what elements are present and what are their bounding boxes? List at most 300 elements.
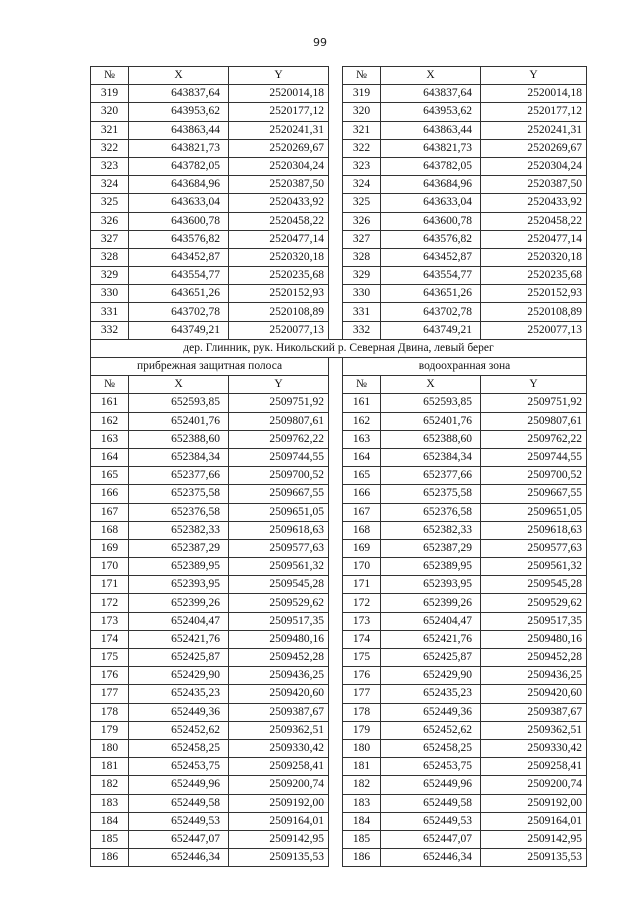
coordinate-x: 652449,53 bbox=[381, 812, 481, 830]
point-number: 179 bbox=[343, 721, 381, 739]
coordinate-y: 2509744,55 bbox=[481, 448, 587, 466]
column-gap bbox=[329, 67, 343, 85]
coordinate-y: 2509164,01 bbox=[229, 812, 329, 830]
column-gap bbox=[329, 612, 343, 630]
point-number: 320 bbox=[343, 103, 381, 121]
table-header-row bbox=[91, 67, 587, 85]
coordinate-y: 2509420,60 bbox=[481, 685, 587, 703]
header-number: № bbox=[343, 376, 381, 394]
coordinate-x: 643821,73 bbox=[381, 139, 481, 157]
coordinate-y: 2520320,18 bbox=[229, 248, 329, 266]
coordinate-y: 2520304,24 bbox=[481, 157, 587, 175]
column-gap bbox=[329, 667, 343, 685]
coordinate-y: 2520014,18 bbox=[229, 85, 329, 103]
column-gap bbox=[329, 830, 343, 848]
coordinate-x: 643749,21 bbox=[381, 321, 481, 339]
coordinate-y: 2509330,42 bbox=[229, 739, 329, 757]
column-gap bbox=[329, 739, 343, 757]
table-row bbox=[91, 212, 587, 230]
header-y: Y bbox=[481, 376, 587, 394]
column-gap bbox=[329, 721, 343, 739]
point-number: 329 bbox=[91, 267, 129, 285]
column-gap bbox=[329, 303, 343, 321]
point-number: 181 bbox=[91, 758, 129, 776]
coordinate-x: 643782,05 bbox=[381, 157, 481, 175]
header-y: Y bbox=[229, 67, 329, 85]
coordinate-x: 652449,96 bbox=[381, 776, 481, 794]
column-gap bbox=[329, 412, 343, 430]
coordinate-x: 652393,95 bbox=[129, 576, 229, 594]
coordinate-y: 2509330,42 bbox=[481, 739, 587, 757]
coordinate-x: 652458,25 bbox=[129, 739, 229, 757]
section-title: дер. Глинник, рук. Никольский р. Северная Двина, левый берег bbox=[91, 339, 587, 357]
coordinate-x: 652429,90 bbox=[129, 667, 229, 685]
table-row bbox=[91, 739, 587, 757]
coordinate-x: 643837,64 bbox=[381, 85, 481, 103]
header-y: Y bbox=[481, 67, 587, 85]
coordinate-x: 652593,85 bbox=[129, 394, 229, 412]
coordinate-y: 2509142,95 bbox=[481, 830, 587, 848]
point-number: 169 bbox=[91, 539, 129, 557]
table-row bbox=[91, 139, 587, 157]
point-number: 319 bbox=[343, 85, 381, 103]
coordinate-x: 652388,60 bbox=[381, 430, 481, 448]
coordinate-y: 2509618,63 bbox=[229, 521, 329, 539]
header-x: X bbox=[129, 67, 229, 85]
coordinate-x: 643684,96 bbox=[381, 176, 481, 194]
column-gap bbox=[329, 121, 343, 139]
column-gap bbox=[329, 212, 343, 230]
point-number: 327 bbox=[91, 230, 129, 248]
point-number: 321 bbox=[343, 121, 381, 139]
coordinate-x: 652447,07 bbox=[381, 830, 481, 848]
point-number: 171 bbox=[343, 576, 381, 594]
point-number: 324 bbox=[343, 176, 381, 194]
coordinate-y: 2509618,63 bbox=[481, 521, 587, 539]
coordinate-y: 2509762,22 bbox=[481, 430, 587, 448]
table-row bbox=[91, 267, 587, 285]
point-number: 177 bbox=[343, 685, 381, 703]
point-number: 175 bbox=[343, 649, 381, 667]
point-number: 329 bbox=[343, 267, 381, 285]
coordinate-x: 652377,66 bbox=[381, 467, 481, 485]
coordinate-x: 652377,66 bbox=[129, 467, 229, 485]
coordinate-x: 652452,62 bbox=[381, 721, 481, 739]
water-protection-zone-label: водоохранная зона bbox=[343, 358, 587, 376]
point-number: 322 bbox=[91, 139, 129, 157]
column-gap bbox=[329, 794, 343, 812]
point-number: 319 bbox=[91, 85, 129, 103]
coordinate-y: 2509142,95 bbox=[229, 830, 329, 848]
coordinate-y: 2509751,92 bbox=[481, 394, 587, 412]
point-number: 180 bbox=[343, 739, 381, 757]
column-gap bbox=[329, 321, 343, 339]
table-row bbox=[91, 248, 587, 266]
point-number: 324 bbox=[91, 176, 129, 194]
coordinate-y: 2509452,28 bbox=[229, 649, 329, 667]
coordinate-x: 652387,29 bbox=[129, 539, 229, 557]
coordinate-x: 652449,96 bbox=[129, 776, 229, 794]
point-number: 330 bbox=[91, 285, 129, 303]
column-gap bbox=[329, 485, 343, 503]
point-number: 320 bbox=[91, 103, 129, 121]
point-number: 172 bbox=[91, 594, 129, 612]
point-number: 180 bbox=[91, 739, 129, 757]
point-number: 182 bbox=[91, 776, 129, 794]
table-row bbox=[91, 103, 587, 121]
point-number: 184 bbox=[91, 812, 129, 830]
coordinate-x: 652389,95 bbox=[129, 558, 229, 576]
coordinate-x: 652446,34 bbox=[129, 849, 229, 867]
coordinate-x: 643576,82 bbox=[381, 230, 481, 248]
coordinate-x: 652421,76 bbox=[129, 630, 229, 648]
section-title-row bbox=[91, 339, 587, 357]
table-row bbox=[91, 121, 587, 139]
coordinate-y: 2509762,22 bbox=[229, 430, 329, 448]
table-row bbox=[91, 758, 587, 776]
coordinate-y: 2509258,41 bbox=[481, 758, 587, 776]
coordinate-x: 643821,73 bbox=[129, 139, 229, 157]
coordinate-x: 652458,25 bbox=[381, 739, 481, 757]
coordinate-y: 2509420,60 bbox=[229, 685, 329, 703]
table-row bbox=[91, 794, 587, 812]
column-gap bbox=[329, 539, 343, 557]
point-number: 173 bbox=[343, 612, 381, 630]
table-row bbox=[91, 721, 587, 739]
coordinate-y: 2520235,68 bbox=[481, 267, 587, 285]
coordinate-x: 652429,90 bbox=[381, 667, 481, 685]
coordinate-y: 2520108,89 bbox=[481, 303, 587, 321]
point-number: 184 bbox=[343, 812, 381, 830]
coordinate-x: 652404,47 bbox=[129, 612, 229, 630]
coordinate-x: 643554,77 bbox=[381, 267, 481, 285]
point-number: 168 bbox=[91, 521, 129, 539]
table-row bbox=[91, 703, 587, 721]
coordinate-y: 2509529,62 bbox=[481, 594, 587, 612]
coordinate-y: 2520152,93 bbox=[229, 285, 329, 303]
coordinate-x: 652376,58 bbox=[381, 503, 481, 521]
coordinate-y: 2509480,16 bbox=[481, 630, 587, 648]
coordinate-x: 652376,58 bbox=[129, 503, 229, 521]
table-row bbox=[91, 539, 587, 557]
point-number: 181 bbox=[343, 758, 381, 776]
column-gap bbox=[329, 139, 343, 157]
table-row bbox=[91, 176, 587, 194]
coordinate-y: 2520241,31 bbox=[229, 121, 329, 139]
point-number: 322 bbox=[343, 139, 381, 157]
column-gap bbox=[329, 394, 343, 412]
coordinate-x: 643633,04 bbox=[129, 194, 229, 212]
coordinate-x: 643953,62 bbox=[381, 103, 481, 121]
coordinate-y: 2509362,51 bbox=[229, 721, 329, 739]
column-gap bbox=[329, 194, 343, 212]
header-number: № bbox=[91, 376, 129, 394]
point-number: 328 bbox=[343, 248, 381, 266]
column-gap bbox=[329, 176, 343, 194]
coordinate-y: 2509135,53 bbox=[229, 849, 329, 867]
coordinate-y: 2509192,00 bbox=[229, 794, 329, 812]
coordinate-x: 652382,33 bbox=[381, 521, 481, 539]
coordinate-y: 2520387,50 bbox=[229, 176, 329, 194]
point-number: 171 bbox=[91, 576, 129, 594]
point-number: 175 bbox=[91, 649, 129, 667]
coordinate-y: 2520458,22 bbox=[481, 212, 587, 230]
table-row bbox=[91, 303, 587, 321]
point-number: 174 bbox=[91, 630, 129, 648]
coordinate-y: 2520077,13 bbox=[481, 321, 587, 339]
coordinate-y: 2520269,67 bbox=[229, 139, 329, 157]
coordinate-y: 2509751,92 bbox=[229, 394, 329, 412]
column-gap bbox=[329, 267, 343, 285]
point-number: 331 bbox=[91, 303, 129, 321]
coordinate-y: 2509545,28 bbox=[481, 576, 587, 594]
coordinate-x: 652425,87 bbox=[381, 649, 481, 667]
coordinate-x: 643863,44 bbox=[381, 121, 481, 139]
coordinate-x: 652453,75 bbox=[381, 758, 481, 776]
table-row bbox=[91, 285, 587, 303]
table-row bbox=[91, 649, 587, 667]
point-number: 186 bbox=[91, 849, 129, 867]
coordinate-y: 2509529,62 bbox=[229, 594, 329, 612]
point-number: 164 bbox=[343, 448, 381, 466]
coordinate-x: 652399,26 bbox=[129, 594, 229, 612]
coordinate-x: 652435,23 bbox=[129, 685, 229, 703]
coordinate-y: 2509192,00 bbox=[481, 794, 587, 812]
coordinate-y: 2509452,28 bbox=[481, 649, 587, 667]
point-number: 325 bbox=[343, 194, 381, 212]
point-number: 162 bbox=[343, 412, 381, 430]
coordinate-x: 652449,36 bbox=[381, 703, 481, 721]
point-number: 185 bbox=[343, 830, 381, 848]
coordinate-x: 643651,26 bbox=[129, 285, 229, 303]
table-row bbox=[91, 830, 587, 848]
point-number: 173 bbox=[91, 612, 129, 630]
column-gap bbox=[329, 649, 343, 667]
coordinate-y: 2509200,74 bbox=[481, 776, 587, 794]
coordinate-y: 2520433,92 bbox=[481, 194, 587, 212]
coordinate-y: 2520077,13 bbox=[229, 321, 329, 339]
column-gap bbox=[329, 849, 343, 867]
coordinate-x: 652449,36 bbox=[129, 703, 229, 721]
header-y: Y bbox=[229, 376, 329, 394]
point-number: 170 bbox=[91, 558, 129, 576]
coordinate-x: 643576,82 bbox=[129, 230, 229, 248]
coordinate-y: 2509436,25 bbox=[229, 667, 329, 685]
table-row bbox=[91, 230, 587, 248]
coordinate-x: 652388,60 bbox=[129, 430, 229, 448]
table-row bbox=[91, 448, 587, 466]
coordinate-y: 2509807,61 bbox=[229, 412, 329, 430]
table-row bbox=[91, 576, 587, 594]
point-number: 185 bbox=[91, 830, 129, 848]
coordinate-x: 643684,96 bbox=[129, 176, 229, 194]
coordinate-x: 652435,23 bbox=[381, 685, 481, 703]
column-gap bbox=[329, 448, 343, 466]
point-number: 325 bbox=[91, 194, 129, 212]
coordinate-x: 652425,87 bbox=[129, 649, 229, 667]
point-number: 179 bbox=[91, 721, 129, 739]
point-number: 168 bbox=[343, 521, 381, 539]
coordinate-y: 2509135,53 bbox=[481, 849, 587, 867]
page-number: 99 bbox=[313, 36, 327, 49]
point-number: 332 bbox=[343, 321, 381, 339]
coordinate-x: 643749,21 bbox=[129, 321, 229, 339]
header-number: № bbox=[343, 67, 381, 85]
table-row bbox=[91, 558, 587, 576]
column-gap bbox=[329, 812, 343, 830]
column-gap bbox=[329, 503, 343, 521]
coordinate-y: 2509807,61 bbox=[481, 412, 587, 430]
coordinate-x: 652375,58 bbox=[129, 485, 229, 503]
coordinate-y: 2520177,12 bbox=[229, 103, 329, 121]
table-row bbox=[91, 394, 587, 412]
point-number: 178 bbox=[91, 703, 129, 721]
coordinate-y: 2520269,67 bbox=[481, 139, 587, 157]
column-gap bbox=[329, 630, 343, 648]
coordinate-y: 2520014,18 bbox=[481, 85, 587, 103]
table-row bbox=[91, 812, 587, 830]
coordinate-x: 652452,62 bbox=[129, 721, 229, 739]
column-gap bbox=[329, 576, 343, 594]
coordinate-y: 2509387,67 bbox=[229, 703, 329, 721]
point-number: 326 bbox=[343, 212, 381, 230]
point-number: 183 bbox=[91, 794, 129, 812]
coordinate-y: 2520433,92 bbox=[229, 194, 329, 212]
point-number: 167 bbox=[91, 503, 129, 521]
coordinate-x: 652375,58 bbox=[381, 485, 481, 503]
table-row bbox=[91, 849, 587, 867]
point-number: 327 bbox=[343, 230, 381, 248]
point-number: 186 bbox=[343, 849, 381, 867]
table-row bbox=[91, 485, 587, 503]
coordinate-x: 652446,34 bbox=[381, 849, 481, 867]
column-gap bbox=[329, 248, 343, 266]
point-number: 163 bbox=[91, 430, 129, 448]
point-number: 166 bbox=[343, 485, 381, 503]
table-row bbox=[91, 157, 587, 175]
coordinate-x: 652401,76 bbox=[381, 412, 481, 430]
coordinate-y: 2520235,68 bbox=[229, 267, 329, 285]
coordinate-y: 2509200,74 bbox=[229, 776, 329, 794]
point-number: 163 bbox=[343, 430, 381, 448]
table-row bbox=[91, 667, 587, 685]
point-number: 174 bbox=[343, 630, 381, 648]
point-number: 332 bbox=[91, 321, 129, 339]
point-number: 165 bbox=[343, 467, 381, 485]
table-row bbox=[91, 685, 587, 703]
coordinate-x: 652384,34 bbox=[381, 448, 481, 466]
coordinate-y: 2509744,55 bbox=[229, 448, 329, 466]
table-row bbox=[91, 85, 587, 103]
point-number: 164 bbox=[91, 448, 129, 466]
point-number: 165 bbox=[91, 467, 129, 485]
column-gap bbox=[329, 230, 343, 248]
coordinate-x: 643702,78 bbox=[381, 303, 481, 321]
point-number: 331 bbox=[343, 303, 381, 321]
column-gap bbox=[329, 430, 343, 448]
coordinate-y: 2520108,89 bbox=[229, 303, 329, 321]
point-number: 167 bbox=[343, 503, 381, 521]
table-header-row bbox=[91, 376, 587, 394]
coordinate-x: 652447,07 bbox=[129, 830, 229, 848]
coordinate-y: 2509667,55 bbox=[229, 485, 329, 503]
coordinate-x: 643452,87 bbox=[129, 248, 229, 266]
point-number: 176 bbox=[91, 667, 129, 685]
coordinate-x: 652384,34 bbox=[129, 448, 229, 466]
coordinate-x: 643554,77 bbox=[129, 267, 229, 285]
coordinate-y: 2520477,14 bbox=[481, 230, 587, 248]
coordinate-x: 643782,05 bbox=[129, 157, 229, 175]
coordinate-y: 2520241,31 bbox=[481, 121, 587, 139]
coordinate-x: 652404,47 bbox=[381, 612, 481, 630]
coordinate-y: 2509577,63 bbox=[481, 539, 587, 557]
table-row bbox=[91, 521, 587, 539]
coordinate-x: 652393,95 bbox=[381, 576, 481, 594]
coordinates-table-body bbox=[91, 67, 587, 867]
coordinate-x: 643953,62 bbox=[129, 103, 229, 121]
coordinate-x: 652382,33 bbox=[129, 521, 229, 539]
table-row bbox=[91, 594, 587, 612]
column-gap bbox=[329, 685, 343, 703]
column-gap bbox=[329, 103, 343, 121]
point-number: 328 bbox=[91, 248, 129, 266]
table-row bbox=[91, 630, 587, 648]
point-number: 326 bbox=[91, 212, 129, 230]
table-row bbox=[91, 430, 587, 448]
column-gap bbox=[329, 285, 343, 303]
column-gap bbox=[329, 358, 343, 376]
coordinate-y: 2509258,41 bbox=[229, 758, 329, 776]
point-number: 330 bbox=[343, 285, 381, 303]
coordinate-y: 2509700,52 bbox=[229, 467, 329, 485]
coordinate-y: 2509667,55 bbox=[481, 485, 587, 503]
point-number: 321 bbox=[91, 121, 129, 139]
coordinate-y: 2509577,63 bbox=[229, 539, 329, 557]
point-number: 323 bbox=[343, 157, 381, 175]
coordinate-y: 2509480,16 bbox=[229, 630, 329, 648]
table-row bbox=[91, 467, 587, 485]
coordinate-x: 643837,64 bbox=[129, 85, 229, 103]
column-gap bbox=[329, 703, 343, 721]
header-x: X bbox=[129, 376, 229, 394]
coordinate-y: 2520177,12 bbox=[481, 103, 587, 121]
coordinate-x: 652389,95 bbox=[381, 558, 481, 576]
coordinate-y: 2509517,35 bbox=[481, 612, 587, 630]
point-number: 170 bbox=[343, 558, 381, 576]
coordinate-y: 2509164,01 bbox=[481, 812, 587, 830]
column-gap bbox=[329, 558, 343, 576]
point-number: 183 bbox=[343, 794, 381, 812]
coordinate-x: 652449,58 bbox=[381, 794, 481, 812]
coordinate-x: 643600,78 bbox=[129, 212, 229, 230]
column-gap bbox=[329, 376, 343, 394]
coordinate-x: 652421,76 bbox=[381, 630, 481, 648]
coordinate-y: 2509561,32 bbox=[481, 558, 587, 576]
coordinate-x: 652387,29 bbox=[381, 539, 481, 557]
coastal-protection-strip-label: прибрежная защитная полоса bbox=[91, 358, 329, 376]
coordinate-y: 2520304,24 bbox=[229, 157, 329, 175]
column-gap bbox=[329, 776, 343, 794]
coordinate-y: 2509651,05 bbox=[229, 503, 329, 521]
point-number: 178 bbox=[343, 703, 381, 721]
point-number: 182 bbox=[343, 776, 381, 794]
point-number: 177 bbox=[91, 685, 129, 703]
point-number: 176 bbox=[343, 667, 381, 685]
coordinates-table bbox=[90, 66, 587, 867]
coordinate-y: 2520477,14 bbox=[229, 230, 329, 248]
subsection-labels-row bbox=[91, 358, 587, 376]
coordinate-x: 652401,76 bbox=[129, 412, 229, 430]
